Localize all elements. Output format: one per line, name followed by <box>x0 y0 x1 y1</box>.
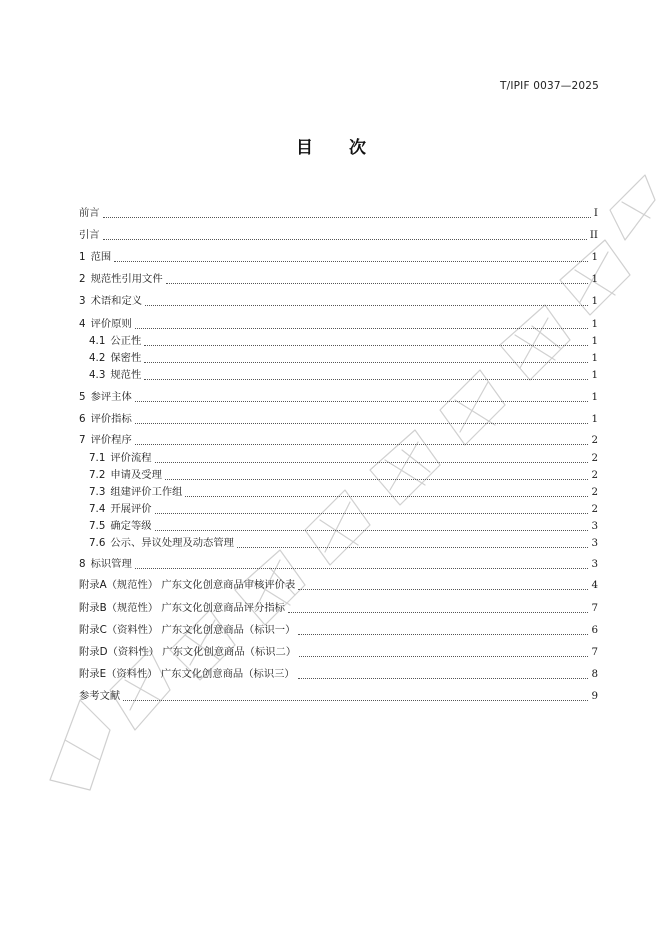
toc-entry-label: 前言 <box>79 207 100 219</box>
toc-leader-dots <box>123 690 588 701</box>
toc-entry[interactable] <box>79 667 598 681</box>
toc-entry-label: 范围 <box>90 251 112 263</box>
toc-entry-page: 3 <box>591 537 598 549</box>
toc-entry-number: 4 <box>79 318 86 330</box>
toc-entry-page: 1 <box>591 335 598 347</box>
toc-leader-dots <box>185 486 588 497</box>
document-code: T/IPIF 0037—2025 <box>500 80 599 92</box>
toc-leader-dots <box>135 413 589 424</box>
toc-entry-page: 1 <box>591 273 598 285</box>
toc-entry-number: 6 <box>79 413 86 425</box>
toc-leader-dots <box>135 318 589 329</box>
toc-leader-dots <box>145 295 588 306</box>
toc-entry[interactable] <box>89 451 598 465</box>
toc-entry-label: 标识管理 <box>90 558 132 570</box>
toc-entry-page: 7 <box>591 646 598 658</box>
toc-entry-page: 1 <box>591 413 598 425</box>
toc-entry-number: 7.3 <box>89 486 106 498</box>
toc-entry-label: 附录D（资料性） 广东文化创意商品（标识二） <box>79 646 297 658</box>
toc-entry-label: 附录C（资料性） 广东文化创意商品（标识一） <box>79 624 296 636</box>
toc-entry-page: 3 <box>591 520 598 532</box>
toc-entry-label: 附录E（资料性） 广东文化创意商品（标识三） <box>79 668 295 680</box>
toc-entry-label: 规范性 <box>110 369 142 381</box>
toc-entry[interactable] <box>89 536 598 550</box>
toc-leader-dots <box>155 452 589 463</box>
toc-entry-page: 7 <box>591 602 598 614</box>
toc-entry-number: 4.1 <box>89 335 106 347</box>
toc-entry-page: 2 <box>591 503 598 515</box>
toc-leader-dots <box>165 469 589 480</box>
toc-entry-label: 参评主体 <box>90 391 132 403</box>
toc-entry-number: 8 <box>79 558 86 570</box>
toc-entry-number: 7.1 <box>89 452 106 464</box>
toc-entry[interactable] <box>79 645 598 659</box>
toc-entry-label: 评价原则 <box>90 318 132 330</box>
toc-entry[interactable] <box>79 623 598 637</box>
toc-entry-label: 公示、异议处理及动态管理 <box>110 537 234 549</box>
toc-entry[interactable] <box>89 351 598 365</box>
toc-leader-dots <box>144 369 588 380</box>
toc-leader-dots <box>155 503 589 514</box>
title-char-1: 目 <box>296 138 313 158</box>
toc-entry[interactable] <box>89 485 598 499</box>
toc-entry[interactable] <box>79 206 598 220</box>
toc-entry-number: 4.3 <box>89 369 106 381</box>
toc-entry[interactable] <box>89 519 598 533</box>
toc-entry-page: 2 <box>591 434 598 446</box>
toc-leader-dots <box>135 434 589 445</box>
toc-entry[interactable] <box>79 601 598 615</box>
toc-entry-label: 附录A（规范性） 广东文化创意商品审核评价表 <box>79 579 296 591</box>
toc-entry-number: 2 <box>79 273 86 285</box>
toc-entry-label: 保密性 <box>110 352 142 364</box>
toc-entry[interactable] <box>79 578 598 592</box>
toc-entry-number: 7.2 <box>89 469 106 481</box>
toc-entry-label: 组建评价工作组 <box>110 486 183 498</box>
toc-leader-dots <box>237 537 588 548</box>
toc-entry[interactable] <box>79 433 598 447</box>
toc-entry-page: 8 <box>591 668 598 680</box>
toc-entry-page: 1 <box>591 318 598 330</box>
toc-entry-label: 评价程序 <box>90 434 132 446</box>
toc-leader-dots <box>298 624 588 635</box>
toc-entry-number: 4.2 <box>89 352 106 364</box>
toc-entry-label: 参考文献 <box>79 690 121 702</box>
toc-entry-number: 3 <box>79 295 86 307</box>
toc-leader-dots <box>144 335 588 346</box>
toc-entry-label: 术语和定义 <box>90 295 143 307</box>
toc-entry[interactable] <box>79 317 598 331</box>
toc-entry-page: 2 <box>591 469 598 481</box>
toc-entry-page: 6 <box>591 624 598 636</box>
toc-entry-page: 9 <box>591 690 598 702</box>
toc-entry-label: 申请及受理 <box>110 469 162 481</box>
toc-entry-label: 开展评价 <box>110 503 152 515</box>
toc-entry[interactable] <box>89 368 598 382</box>
toc-entry-page: 1 <box>591 352 598 364</box>
toc-entry[interactable] <box>89 502 598 516</box>
toc-leader-dots <box>103 207 591 218</box>
toc-entry[interactable] <box>79 557 598 571</box>
toc-leader-dots <box>298 668 589 679</box>
toc-entry-page: II <box>589 229 598 241</box>
toc-entry[interactable] <box>79 250 598 264</box>
toc-entry-number: 5 <box>79 391 86 403</box>
toc-entry[interactable] <box>89 334 598 348</box>
toc-leader-dots <box>144 352 588 363</box>
toc-entry-number: 7.4 <box>89 503 106 515</box>
toc-leader-dots <box>288 602 588 613</box>
toc-entry[interactable] <box>79 412 598 426</box>
toc-leader-dots <box>114 251 588 262</box>
toc-leader-dots <box>135 391 589 402</box>
toc-entry[interactable] <box>79 272 598 286</box>
toc-leader-dots <box>135 558 589 569</box>
toc-entry[interactable] <box>89 468 598 482</box>
toc-entry-label: 评价流程 <box>110 452 152 464</box>
toc-entry-page: 2 <box>591 452 598 464</box>
toc-entry-page: 1 <box>591 295 598 307</box>
toc-entry-label: 规范性引用文件 <box>90 273 163 285</box>
toc-leader-dots <box>298 579 588 590</box>
toc-leader-dots <box>166 273 589 284</box>
toc-entry-label: 附录B（规范性） 广东文化创意商品评分指标 <box>79 602 285 614</box>
toc-entry-number: 7.5 <box>89 520 106 532</box>
toc-entry[interactable] <box>79 228 598 242</box>
toc-entry-label: 引言 <box>79 229 100 241</box>
toc-entry-page: 2 <box>591 486 598 498</box>
toc-entry-page: 1 <box>591 369 598 381</box>
toc-entry-label: 确定等级 <box>110 520 152 532</box>
title-char-2: 次 <box>349 138 366 158</box>
toc-entry[interactable] <box>79 689 598 703</box>
toc-entry-label: 公正性 <box>110 335 142 347</box>
toc-entry-number: 7 <box>79 434 86 446</box>
toc-leader-dots <box>103 229 587 240</box>
toc-entry-number: 7.6 <box>89 537 106 549</box>
toc-entry-label: 评价指标 <box>90 413 132 425</box>
toc-entry-page: 3 <box>591 558 598 570</box>
toc-entry-page: 4 <box>591 579 598 591</box>
toc-leader-dots <box>299 646 588 657</box>
toc-leader-dots <box>155 520 589 531</box>
toc-entry[interactable] <box>79 294 598 308</box>
toc-entry-page: I <box>593 207 598 219</box>
toc-entry-page: 1 <box>591 251 598 263</box>
toc-entry-number: 1 <box>79 251 86 263</box>
toc-entry[interactable] <box>79 390 598 404</box>
toc-entry-page: 1 <box>591 391 598 403</box>
